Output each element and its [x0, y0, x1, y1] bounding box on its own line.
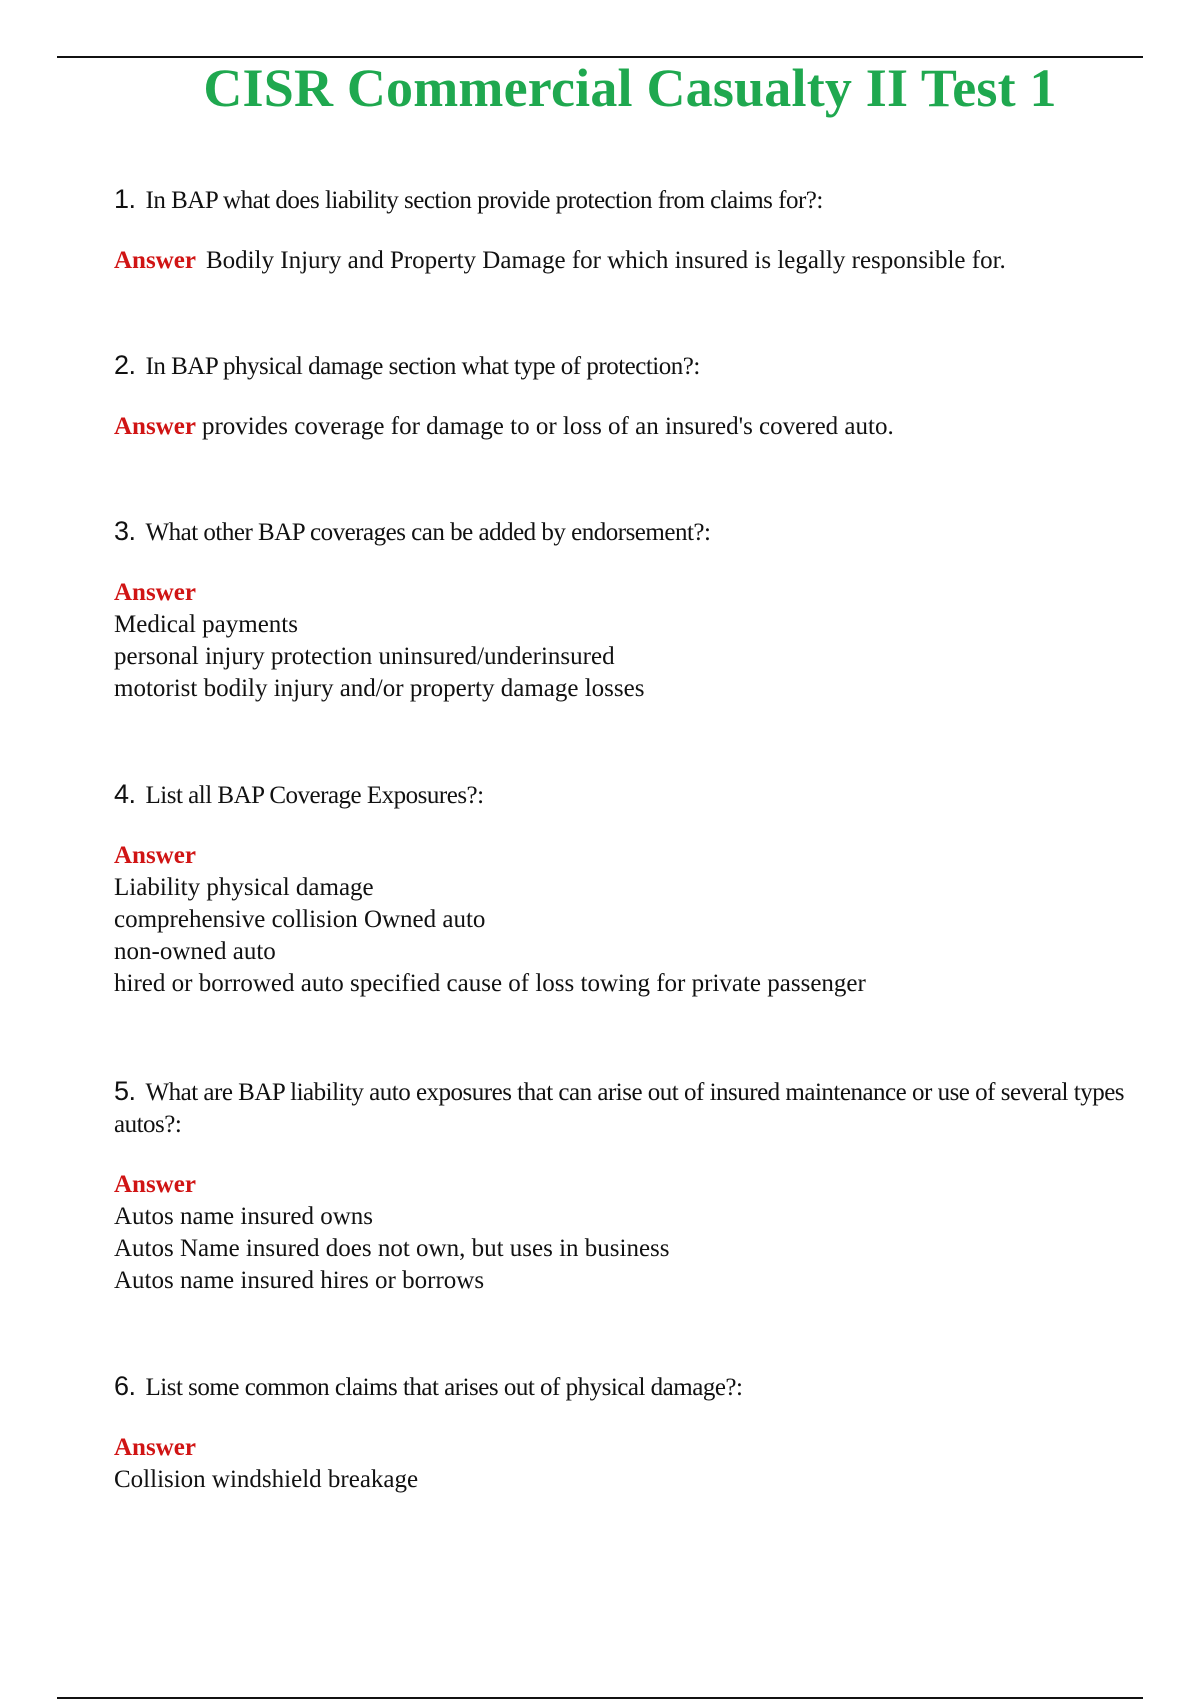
question-number: 4.: [114, 779, 136, 809]
answer-text: Bodily Injury and Property Damage for which insured is legally responsible for.: [205, 247, 1006, 274]
answer-1: [114, 245, 1134, 277]
question-3: [114, 515, 1134, 549]
question-text: List some common claims that arises out of physical damage?:: [145, 1374, 743, 1401]
answer-label: Answer: [114, 842, 196, 869]
answer-text: provides coverage for damage to or loss of an insured's covered auto.: [201, 413, 894, 440]
answer-label: Answer: [114, 1171, 196, 1198]
answer-line: Autos name insured owns: [114, 1203, 373, 1230]
qa-item-3: [114, 515, 1134, 705]
answer-label: Answer: [114, 579, 196, 606]
answer-line: personal injury protection uninsured/underinsured: [114, 643, 615, 670]
question-text: In BAP physical damage section what type of protection?:: [145, 353, 700, 380]
question-text: What other BAP coverages can be added by endorsement?:: [145, 519, 711, 546]
question-2: [114, 349, 1134, 383]
question-4: [114, 778, 1134, 812]
question-text: What are BAP liability auto exposures that can arise out of insured maintenance or use of several types autos?:: [114, 1079, 1125, 1138]
question-number: 3.: [114, 516, 136, 546]
answer-line: Liability physical damage: [114, 874, 374, 901]
answer-line: comprehensive collision Owned auto: [114, 906, 486, 933]
question-number: 5.: [114, 1076, 136, 1106]
answer-label: Answer: [114, 413, 196, 440]
question-number: 6.: [114, 1371, 136, 1401]
bottom-rule: [57, 1697, 1143, 1699]
question-5: [114, 1075, 1134, 1141]
qa-item-4: [114, 778, 1134, 1000]
answer-line: Autos Name insured does not own, but uses in business: [114, 1235, 670, 1262]
qa-item-5: [114, 1075, 1134, 1297]
answer-2: [114, 411, 1134, 443]
question-number: 2.: [114, 350, 136, 380]
question-1: [114, 183, 1134, 217]
qa-item-2: [114, 349, 1134, 443]
answer-line: motorist bodily injury and/or property damage losses: [114, 675, 645, 702]
question-text: List all BAP Coverage Exposures?:: [145, 782, 484, 809]
answer-line: Autos name insured hires or borrows: [114, 1267, 485, 1294]
answer-label: Answer: [114, 247, 196, 274]
answer-line: Medical payments: [114, 611, 298, 638]
answer-line: Collision windshield breakage: [114, 1466, 419, 1493]
answer-3: [114, 577, 1134, 705]
qa-item-6: [114, 1370, 1134, 1496]
qa-item-1: [114, 183, 1134, 277]
answer-6: [114, 1432, 1134, 1496]
answer-label: Answer: [114, 1434, 196, 1461]
answer-4: [114, 840, 1134, 1000]
question-text: In BAP what does liability section provide protection from claims for?:: [145, 187, 823, 214]
question-number: 1.: [114, 184, 136, 214]
answer-5: [114, 1169, 1134, 1297]
answer-line: non-owned auto: [114, 938, 276, 965]
answer-line: hired or borrowed auto specified cause of loss towing for private passenger: [114, 970, 866, 997]
document-title: CISR Commercial Casualty II Test 1: [203, 58, 1057, 118]
question-6: [114, 1370, 1134, 1404]
